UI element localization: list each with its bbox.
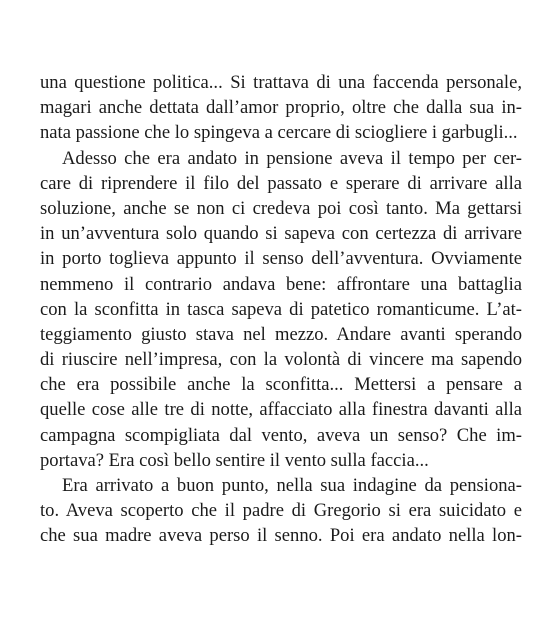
text-line: portava? Era così bello sentire il vento sulla faccia... bbox=[40, 449, 429, 471]
text-line: di riuscire nell’impresa, con la volontà di vincere ma sapendo bbox=[40, 349, 522, 371]
text-line: nata passione che lo spingeva a cercare di sciogliere i garbugli... bbox=[40, 122, 518, 144]
text-line: in porto toglieva appunto il senso dell’avventura. Ovviamente bbox=[40, 248, 522, 270]
paragraph-first-line: Era arrivato a buon punto, nella sua indagine da pensiona- bbox=[62, 475, 522, 496]
text-line: con la sconfitta in tasca sapeva di patetico romanticume. L’at- bbox=[40, 298, 522, 320]
text-line: care di riprendere il filo del passato e sperare di arrivare alla bbox=[40, 172, 522, 194]
text-line: che sua madre aveva perso il senno. Poi era andato nella lon- bbox=[40, 525, 522, 547]
text-line: campagna scompigliata dal vento, aveva un senso? Che im- bbox=[40, 424, 522, 446]
paragraph-first-line: Adesso che era andato in pensione aveva il tempo per cer- bbox=[62, 147, 522, 169]
body-text bbox=[40, 70, 522, 549]
text-line: che era possibile anche la sconfitta... Mettersi a pensare a bbox=[40, 374, 522, 396]
text-line: to. Aveva scoperto che il padre di Gregorio si era suicidato e bbox=[40, 500, 522, 522]
text-line: magari anche dettata dall’amor proprio, oltre che dalla sua in- bbox=[40, 97, 522, 119]
text-line: quelle cose alle tre di notte, affacciato alla finestra davanti alla bbox=[40, 399, 522, 421]
text-line: una questione politica... Si trattava di una faccenda personale, bbox=[40, 72, 522, 93]
text-line: in un’avventura solo quando si sapeva con certezza di arrivare bbox=[40, 223, 522, 245]
text-line: teggiamento giusto stava nel mezzo. Andare avanti sperando bbox=[40, 323, 522, 345]
text-line: nemmeno il contrario andava bene: affrontare una battaglia bbox=[40, 273, 522, 295]
text-line: soluzione, anche se non ci credeva poi così tanto. Ma gettarsi bbox=[40, 197, 522, 219]
